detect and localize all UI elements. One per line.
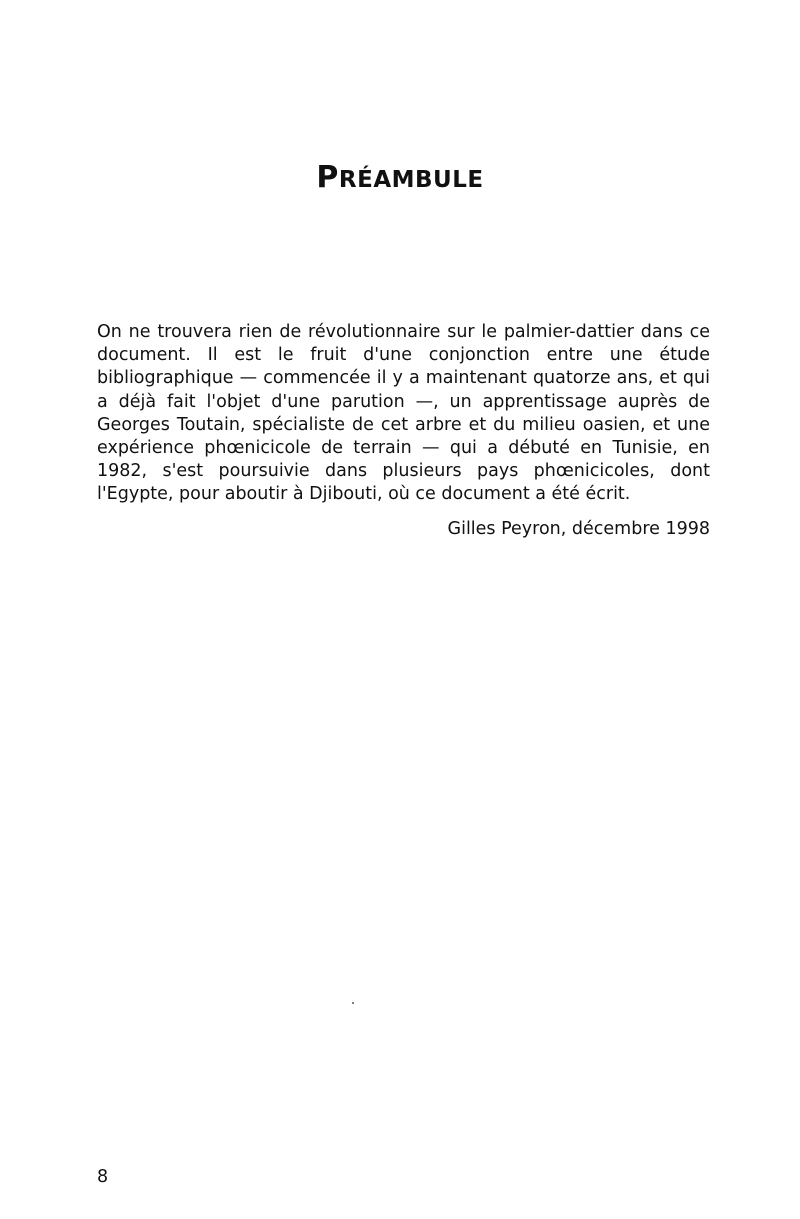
signature: Gilles Peyron, décembre 1998	[447, 519, 710, 539]
page-title-rest: RÉAMBULE	[338, 167, 484, 193]
preamble-paragraph: On ne trouvera rien de révolutionnaire sur le palmier-dattier dans ce document. Il est le fruit d'une conjonction entre une étude bibliographique — commencée il y a maintenant quatorze ans, et qui a déjà fait l'objet d'une parution —, un apprentissage auprès de Georges Toutain, spécialiste de cet arbre et du milieu oasien, et une expérience phœnicicole de terrain — qui a débuté en Tunisie, en 1982, s'est poursuivie dans plusieurs pays phœnicicoles, dont l'Egypte, pour aboutir à Djibouti, où ce document a été écrit.	[97, 322, 710, 505]
page-title-initial: P	[316, 160, 339, 195]
page-number: 8	[97, 1167, 109, 1187]
page-title	[0, 160, 800, 195]
print-speck	[352, 1002, 354, 1004]
